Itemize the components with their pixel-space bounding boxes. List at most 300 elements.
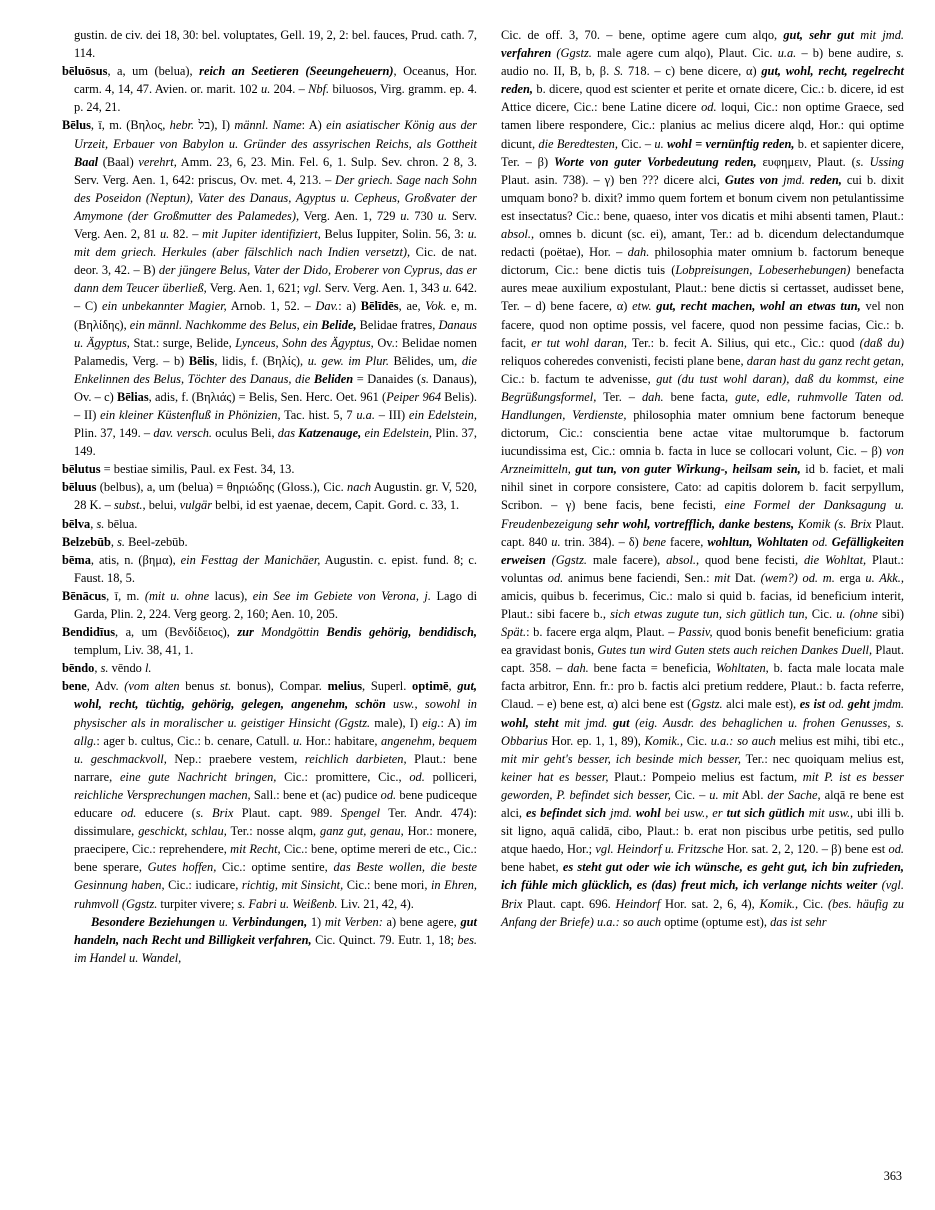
text-run: od. <box>547 570 564 585</box>
entry-paragraph <box>62 515 477 533</box>
text-run: bēma <box>62 552 91 567</box>
text-run: s. Brix <box>195 806 234 821</box>
text-run: Hor. ep. 1, 1, 89), <box>547 733 645 748</box>
text-run: Dat. <box>730 570 761 585</box>
text-run: : a) <box>338 299 361 314</box>
text-run: dah. <box>627 245 650 260</box>
text-run: 730 <box>409 208 438 223</box>
text-run: b. facta male locata male facta arbitror, Enn. fr.: pro b. factis alci pretium reddere, Plaut.: b. facta referre, Claud. – e) bene est, α) alci bene est ( <box>501 661 904 712</box>
text-run: ein Edelstein, <box>361 426 433 441</box>
text-run: biluosos, Virg. gramm. ep. 4. p. 24, 21. <box>74 82 478 115</box>
text-run: ein kleiner Küstenfluß in Phönizien, <box>100 407 281 422</box>
text-run: ein See im Gebiete von Verona, j. <box>252 588 431 603</box>
text-run: (Ggstz. <box>545 552 588 567</box>
text-run: , ae, <box>398 299 426 314</box>
text-run: bene pudiceque educare <box>74 787 477 821</box>
text-run: reliquos coheredes convenisti, fecisti plane bene, <box>501 353 747 368</box>
text-run: Bendidīus <box>62 625 116 640</box>
text-run: mit <box>714 570 731 585</box>
text-run: dav. versch. <box>153 426 213 441</box>
text-run: Cic. <box>807 607 837 621</box>
text-run: od. <box>888 842 904 857</box>
text-run: od. <box>701 100 717 115</box>
text-run: : A) <box>440 715 465 730</box>
text-run: bēluus <box>62 480 97 495</box>
text-run: Belis). – II) <box>74 389 477 422</box>
text-run: Gutes hoffen, <box>147 860 217 875</box>
entry-paragraph <box>62 913 477 967</box>
text-run: Cic.: bene mori, <box>343 878 431 893</box>
text-run: mit mir geht's besser, ich besinde mich besser, <box>501 751 741 766</box>
text-run: ubi illi b. sit ligno, aquā calidā, cibo, Plaut.: b. erat non piscibus urbe petitis, sed pullo atque haedo, Hor.; <box>501 806 904 857</box>
text-run: ganz gut, genau, <box>320 824 404 839</box>
text-run: vel non facere, quod non optime possis, vel facere, quod non pessime facias, Cic.: b. facit, <box>501 299 905 350</box>
text-run: , <box>94 661 101 676</box>
text-run: Cic.: optime sentire, <box>216 860 334 875</box>
text-run: die Wohltat, <box>803 552 867 567</box>
text-run: Lobpreisungen, Lobeserhebungen) <box>675 263 851 278</box>
text-run: absol., <box>666 552 700 567</box>
text-run: Gefälligkeiten erweisen <box>501 534 904 567</box>
text-run: Hor. sat. 2, 6, 4), <box>660 896 760 911</box>
text-run: Hor.: habitare, <box>302 733 381 748</box>
text-run: daran hast du ganz recht getan, <box>746 353 904 368</box>
text-run: bēlva <box>62 516 91 531</box>
text-run: bene habet, <box>501 860 563 875</box>
text-run: quod bonis benefit beneficium: gratia ea gravidast bonis, <box>501 625 905 658</box>
text-run: Besondere Beziehungen <box>91 914 216 929</box>
text-run: eine gute Nachricht bringen, <box>119 769 277 784</box>
text-run: subst., <box>113 498 146 513</box>
text-run: Ter. Andr. 474): dissimulare, <box>74 806 477 839</box>
text-run: geschickt, schlau, <box>138 824 227 839</box>
text-run: reich an Seetieren (Seeungeheuern) <box>199 64 394 79</box>
text-run: sehr wohl, vortrefflich, danke bestens, <box>596 516 795 531</box>
text-run: Vok. <box>425 299 447 314</box>
text-run: jmd. <box>606 806 636 821</box>
text-run: u. <box>293 733 303 748</box>
text-run: im allg. <box>74 715 477 748</box>
text-run: omnes b. dicunt (sc. ei), amant, Ter.: ad b. dicendum delectandumque redacti (poëtae), Hor. – <box>501 227 904 260</box>
text-run: (vom alten <box>124 679 180 694</box>
text-run: Bēlides, um, <box>388 353 462 368</box>
right-column <box>489 26 904 967</box>
entry-paragraph <box>62 659 477 677</box>
text-run: Cic. de nat. deor. 3, 42. – B) <box>74 245 477 278</box>
text-run: , ī, m. <box>106 588 145 603</box>
text-run: educere ( <box>136 806 196 821</box>
text-run: male facere), <box>587 552 667 567</box>
text-run: belui, <box>145 498 180 513</box>
text-run: optimē <box>412 679 449 694</box>
text-run: u. <box>654 136 664 151</box>
text-run: , atis, n. (βημα), <box>90 552 181 567</box>
left-column <box>62 26 477 967</box>
text-run: Nep.: praebere vestem, <box>166 751 305 766</box>
text-run: Beel-zebūb. <box>125 534 188 549</box>
text-run: Katzenauge, <box>298 426 362 441</box>
text-run: u. mit dem griech. Herkules (aber fälschlich nach Indien versetzt), <box>74 227 477 260</box>
text-run: gut handeln, nach Recht und Billigkeit verfahren, <box>74 914 477 947</box>
text-run: – b) bene audire, <box>796 46 897 61</box>
text-run: Serv. Verg. Aen. 2, 81 <box>74 208 477 242</box>
text-run: reichliche Versprechungen machen, <box>74 787 251 802</box>
text-run: gut, sehr gut <box>783 28 855 42</box>
text-run: Bēlīdēs <box>360 299 399 314</box>
text-run: Verg. Aen. 1, 621; <box>206 281 304 296</box>
text-run: bēlua. <box>104 516 138 531</box>
text-run: e, m. (Βηλίδης), <box>74 299 478 332</box>
text-run: st. <box>219 679 232 694</box>
text-run: ευφημειν, Plaut. ( <box>756 154 856 169</box>
text-run: Lago di Garda, Plin. 2, 224. Verg georg. 2, 160; Aen. 10, 205. <box>74 588 478 621</box>
text-run: Augustin. c. epist. fund. 8; c. Faust. 18, 5. <box>74 552 478 585</box>
text-run: sibi) <box>877 607 904 621</box>
text-run: Komik., <box>759 896 799 911</box>
text-run: philosophia mater omnium b. factorum beneque dictorum, Cic.: bene dictis tuis ( <box>501 245 905 278</box>
text-run: mit Jupiter identifiziert, <box>202 227 321 242</box>
text-run: Belidae fratres, <box>356 317 439 332</box>
text-run: Gutes von <box>724 172 779 187</box>
text-run: Worte von guter Vorbedeutung reden, <box>554 154 757 169</box>
text-run: Arnob. 1, 52. – <box>226 299 316 314</box>
text-run: Dav. <box>315 299 339 314</box>
text-run: ein Edelstein, <box>408 407 477 422</box>
text-run: : A) <box>301 118 327 133</box>
text-run: u. <box>551 534 561 549</box>
text-run: s. Fabri u. Weißenb. <box>237 896 338 911</box>
text-run: Spengel <box>340 806 381 821</box>
text-run: gut, wohl, recht, tüchtig, gehörig, gelegen, angenehm, schön <box>74 679 477 712</box>
text-run: melius est mihi, tibi etc., <box>775 733 904 748</box>
text-run: (Ggstz. <box>551 46 592 61</box>
text-run: der Sache, <box>767 787 821 802</box>
text-run: = bestiae similis, Paul. ex Fest. 34, 13. <box>100 462 295 477</box>
text-run: u. gew. im Plur. <box>307 353 389 368</box>
text-run: bene <box>62 679 87 694</box>
text-run: hebr. <box>169 118 195 133</box>
text-run: optime (optume est), <box>661 914 771 929</box>
text-run: Plaut. capt. 989. <box>233 806 341 821</box>
text-run: s. <box>100 661 109 676</box>
text-run: Komik., <box>644 733 684 748</box>
text-run: , Oceanus, Hor. carm. 4, 14, 47. Avien. or. marit. 102 <box>74 64 478 97</box>
text-run: vēndo <box>108 661 145 676</box>
text-run: vgl. <box>303 281 322 296</box>
text-run: das Beste wollen, die beste Gesinnung haben, <box>74 860 478 893</box>
text-run: usw., sowohl in physischer als in moralischer u. geistiger Hinsicht (Ggstz. <box>74 697 478 730</box>
text-run: (wem?) od. m. <box>760 570 835 585</box>
text-run: trin. 384). – δ) <box>560 534 643 549</box>
text-run: es ist <box>799 697 826 712</box>
text-run: alci male est), <box>722 697 800 712</box>
text-run: die Enkelinnen des Belus, Töchter des Danaus, die <box>74 353 477 386</box>
text-run: die Beredtesten, <box>538 136 618 151</box>
text-run: loqui, Cic.: non optime Graece, sed tamen libere respondere, Cic.: planius ac melius dicere alqd, Hor.: qui optime dicunt, <box>501 100 904 151</box>
text-run: Plaut. capt. 696. <box>522 896 616 911</box>
text-run: Cic. – <box>617 136 655 151</box>
text-run: Belzebūb <box>62 534 111 549</box>
text-run: lacus), <box>209 588 253 603</box>
text-run: Bēnācus <box>62 588 107 603</box>
text-run: בל), I) <box>194 118 235 133</box>
text-run: cui b. dixit umquam bono? b. dixit? immo quem fortem et bonum civem non petulantissime est insectatus? Cic.: bene, quaeso, inter vos dicatis et mihi absenti tamen, Plaut.: <box>501 172 904 223</box>
text-run: gustin. de civ. dei 18, 30: bel. voluptates, Gell. 19, 2, 2: bel. fauces, Prud. cath. 7, 114. <box>74 28 477 61</box>
text-run: Peiper 964 <box>386 389 442 404</box>
text-run: polliceri, <box>424 769 477 784</box>
text-run: ein unbekannter Magier, <box>102 299 227 314</box>
text-run: tut sich gütlich <box>726 806 805 821</box>
text-run: u. <box>159 227 170 242</box>
text-run: jmdm. <box>869 697 904 712</box>
text-run: u. <box>400 208 410 223</box>
text-run: : b. facere erga alqm, Plaut. – <box>526 625 679 640</box>
entry-paragraph <box>62 478 477 514</box>
text-run: Plaut.: voluntas <box>501 552 904 585</box>
text-run: keiner hat es besser, <box>501 769 609 784</box>
entry-paragraph <box>489 26 904 931</box>
text-run: Cic. de off. 3, 70. – bene, optime agere cum alqo, <box>501 28 784 42</box>
text-run: od. <box>409 769 425 784</box>
text-run: Ggstz. <box>691 697 723 712</box>
text-run: Belus Iuppiter, Solin. 56, 3: <box>320 227 468 242</box>
text-run: geht <box>847 697 870 712</box>
text-run: (eig. Ausdr. des behaglichen u. frohen Genusses, s. Obbarius <box>501 715 904 748</box>
text-run: amicis, quibus b. fecerimus, Cic.: malo si quid b. facias, id beneficium interit, Plaut.: sibi facere b., <box>501 588 904 621</box>
text-run: mit Recht, <box>230 842 281 857</box>
text-run: , <box>90 516 97 531</box>
text-run: wohl = vernünftig reden, <box>663 136 795 151</box>
text-run: ein Festtag der Manichäer, <box>180 552 321 567</box>
text-run: audio no. II, B, b, β. <box>501 64 614 79</box>
text-run: Stat.: surge, Belide, <box>129 335 236 350</box>
text-run: , adis, f. (Βηλιάς) = Belis, Sen. Herc. Oet. 961 ( <box>148 389 387 404</box>
text-run: Bēlus <box>62 118 91 133</box>
text-run: Bendis gehörig, bendidisch, <box>326 625 477 640</box>
text-run: Lynceus, Sohn des Ägyptus, <box>235 335 374 350</box>
text-run: in Ehren, ruhmvoll (Ggstz. <box>74 878 478 911</box>
text-run: , Adv. <box>86 679 125 694</box>
text-run: Abl. <box>738 787 768 802</box>
text-run: (mit u. ohne <box>144 588 210 603</box>
text-run: Danaus u. Ägyptus, <box>74 317 477 350</box>
text-run: Belide, <box>321 317 357 332</box>
text-run: s. Ussing <box>855 154 904 169</box>
entry-paragraph <box>62 587 477 623</box>
text-run: Plin. 37, 149. – <box>74 426 154 441</box>
text-run: angenehm, bequem u. geschmackvoll, <box>74 733 477 766</box>
text-run: (daß du) <box>859 335 905 350</box>
text-run: benus <box>179 679 220 694</box>
text-run: u. (ohne <box>836 607 878 621</box>
text-run: ein männl. Nachkomme des Belus, ein <box>129 317 322 332</box>
text-run: das <box>277 426 299 441</box>
text-run: od. <box>380 787 397 802</box>
text-run: bei usw., er <box>660 806 727 821</box>
entry-paragraph <box>62 551 477 587</box>
text-run: male), I) <box>370 715 423 730</box>
text-run: Verbindungen, <box>231 914 308 929</box>
text-run: , a, um (Βενδίδειος), <box>115 625 238 640</box>
text-run: u. <box>437 208 448 223</box>
text-run: Mondgöttin <box>261 625 327 640</box>
text-run: l. <box>144 661 152 676</box>
text-run: jmd. <box>778 172 810 187</box>
text-run: Plaut. asin. 738). – γ) ben ??? dicere alci, <box>501 172 725 187</box>
text-run: mit P. ist es besser geworden, P. befindet sich besser, <box>501 769 904 802</box>
text-run: – III) <box>374 407 409 422</box>
text-run: reden, <box>809 172 842 187</box>
text-run: Cic. – <box>670 787 710 802</box>
text-run: od. <box>120 806 137 821</box>
text-run: : ager b. cultus, Cic.: b. cenare, Catull. <box>96 733 293 748</box>
text-run: Plaut.: bene narrare, <box>74 751 477 784</box>
text-run: s. <box>896 46 904 61</box>
text-run: Nbf. <box>308 82 330 97</box>
text-run: Cic.: iudicare, <box>164 878 242 893</box>
text-run: s. <box>96 516 105 531</box>
text-run: absol., <box>501 227 535 242</box>
text-run: verehrt, <box>138 154 177 169</box>
text-run: gut (du tust wohl daran), daß du kommst, eine Begrüßungsformel, <box>501 371 905 404</box>
text-run: 82. – <box>169 227 203 242</box>
entry-paragraph <box>62 677 477 912</box>
text-run: Komik (s. Brix <box>794 516 872 531</box>
text-run: mit usw., <box>804 806 854 821</box>
text-run: Plaut.: Pompeio melius est factum, <box>608 769 803 784</box>
text-run: Ter.: nec quoiquam melius est, <box>740 751 905 766</box>
text-run: Passiv, <box>678 625 713 640</box>
text-run: Verg. Aen. 1, 729 <box>299 208 401 223</box>
entry-paragraph <box>62 62 477 116</box>
text-run: dah. <box>567 661 589 676</box>
text-run: Ter.: nosse alqm, <box>226 824 321 839</box>
text-run: u.a. <box>777 46 797 61</box>
text-run: Sall.: bene et (ac) pudice <box>250 787 381 802</box>
text-run: Ov.: Belidae nomen Palamedis, Verg. – b) <box>74 335 477 368</box>
text-run: (Baal) <box>98 154 139 169</box>
text-run: (bes. häufig zu Anfang der Briefe) u.a.: so auch <box>501 896 904 929</box>
text-run: philosophia mater omnium bene factorum beneque dictorum, Cic.: conscientia bene actae vitae multorumque b. factorum iucundissima est, Cic.: omnia b. facta in luce se collocari volunt, Cic. – β) <box>501 407 905 459</box>
text-run: mit Verben: <box>324 914 383 929</box>
text-run: er tut wohl daran, <box>531 335 627 350</box>
text-run: Ter. – <box>596 389 642 404</box>
page-number: 363 <box>883 1169 902 1183</box>
text-run: Amm. 23, 6, 23. Min. Fel. 6, 1. Sulp. Sev. chron. 2 8, 3. Serv. Verg. Aen. 1, 642: priscus, Ov. met. 4, 213. – <box>74 154 477 187</box>
text-run: gut <box>612 715 630 730</box>
text-run: Cic.: promittere, Cic., <box>276 769 410 784</box>
text-run: Heindorf <box>615 896 661 911</box>
text-run: = Danaides ( <box>353 371 422 386</box>
text-run: Liv. 21, 42, 4). <box>337 896 414 911</box>
text-run: , <box>110 534 118 549</box>
text-run: turpiter vivere; <box>157 896 238 911</box>
text-run: u. mit <box>709 787 739 802</box>
text-run: männl. Name <box>234 118 302 133</box>
text-run: eig. <box>422 715 441 730</box>
text-run: , ī, m. (Βηλος, <box>90 118 170 133</box>
text-run: S. <box>613 64 624 79</box>
text-run: Baal <box>74 154 99 169</box>
text-run: bene <box>642 534 667 549</box>
text-run: 642. – C) <box>74 281 477 314</box>
entry-paragraph <box>62 116 477 460</box>
text-run: vgl. Heindorf u. Fritzsche <box>595 842 724 857</box>
text-run: Der griech. Sage nach Sohn des Poseidon (Neptun), Vater des Danaus, Agyptus u. Cepheus, Großvater der Amymone (der Großmutter des Palamedes), <box>74 172 477 223</box>
text-run: von Arzneimitteln, <box>501 444 904 477</box>
text-run: templum, Liv. 38, 41, 1. <box>74 643 194 658</box>
text-run: , lidis, f. (Βηλίς), <box>214 353 308 368</box>
text-run: Spät. <box>501 625 527 640</box>
text-run: u.a.: so auch <box>710 733 776 748</box>
text-run: Serv. Verg. Aen. 1, 343 <box>321 281 443 296</box>
text-run: bēlutus <box>62 462 101 477</box>
text-run: s. <box>421 371 430 386</box>
text-run: ein asiatischer König aus der Urzeit, Erbauer von Babylon u. Gründer des assyrischen Reichs, als Gottheit <box>74 118 477 151</box>
text-run: erga <box>834 570 866 585</box>
text-run: gut, recht machen, wohl an etwas tun, <box>656 299 861 314</box>
text-run: Cic.: b. factum te advenisse, <box>501 371 657 386</box>
text-run: s. <box>117 534 126 549</box>
text-run: b. et sapienter dicere, Ter. – β) <box>501 136 905 169</box>
text-run: wohl, steht <box>501 715 559 730</box>
text-run: Plin. 37, 149. <box>74 426 478 459</box>
text-run: der jüngere Belus, Vater der Dido, Eroberer von Cyprus, das er dann dem Teucer überließ, <box>74 263 477 296</box>
text-run: Hor.: monere, praecipere, Cic.: reprehendere, <box>74 824 477 857</box>
text-run: Cic. <box>683 733 711 748</box>
text-run: etw. <box>632 299 657 314</box>
text-run: Wohltaten, <box>715 661 769 676</box>
text-run: mit jmd. <box>854 28 904 42</box>
text-run: dah. <box>641 389 664 404</box>
text-run: richtig, mit Sinsicht, <box>241 878 344 893</box>
text-run: Bēlis <box>188 353 215 368</box>
text-run: 204. – <box>270 82 309 97</box>
text-run: u. <box>215 914 232 929</box>
text-run: 1) <box>307 914 325 929</box>
text-run: b. dicere, quod est scienter et perite et ornate dicere, Cic.: b. dicere, id est Attice dicere, Cic.: bene Latine dicere <box>501 82 904 115</box>
text-run: Beliden <box>313 371 354 386</box>
text-run: Gutes tun wird Guten stets auch reichen Dankes Duell, <box>597 643 873 658</box>
text-run: gut, wohl, recht, regelrecht reden, <box>501 64 904 97</box>
text-run: od. <box>808 534 832 549</box>
text-run: quod bene fecisti, <box>699 552 804 567</box>
entry-paragraph <box>62 533 477 551</box>
text-run: gute, edle, ruhmvolle Taten od. Handlungen, Verdienste, <box>501 389 904 422</box>
text-run: u. <box>442 281 453 296</box>
text-run: animus bene faciendi, Sen.: <box>563 570 715 585</box>
text-run: eine Formel der Danksagung u. Freudenbezeigung <box>501 498 905 531</box>
text-run: 718. – c) bene dicere, α) <box>623 64 762 79</box>
text-run: , Superl. <box>362 679 413 694</box>
text-run: melius <box>327 679 363 694</box>
text-run: bene facta = beneficia, <box>588 661 716 676</box>
entry-paragraph <box>62 460 477 478</box>
text-run: verfahren <box>501 46 552 61</box>
text-run: Tac. hist. 5, 7 <box>280 407 357 422</box>
text-run: u. Akk., <box>865 570 905 585</box>
text-run: alqā re bene est alci, <box>501 787 904 821</box>
text-run: male agere cum alqo), Plaut. Cic. <box>591 46 778 61</box>
text-run: u. <box>261 82 271 97</box>
text-run: Cic.: bene, optime mereri de etc., Cic.: bene sperare, <box>74 842 477 875</box>
text-run: bēndo <box>62 661 95 676</box>
text-run: a) bene agere, <box>382 914 461 929</box>
text-run: Plaut. capt. 840 <box>501 516 904 549</box>
text-run: (belbus), a, um (belua) = θηριώδης (Gloss.), Cic. <box>96 480 348 495</box>
text-run: zur <box>237 625 262 640</box>
text-run: es befindet sich <box>525 806 607 821</box>
